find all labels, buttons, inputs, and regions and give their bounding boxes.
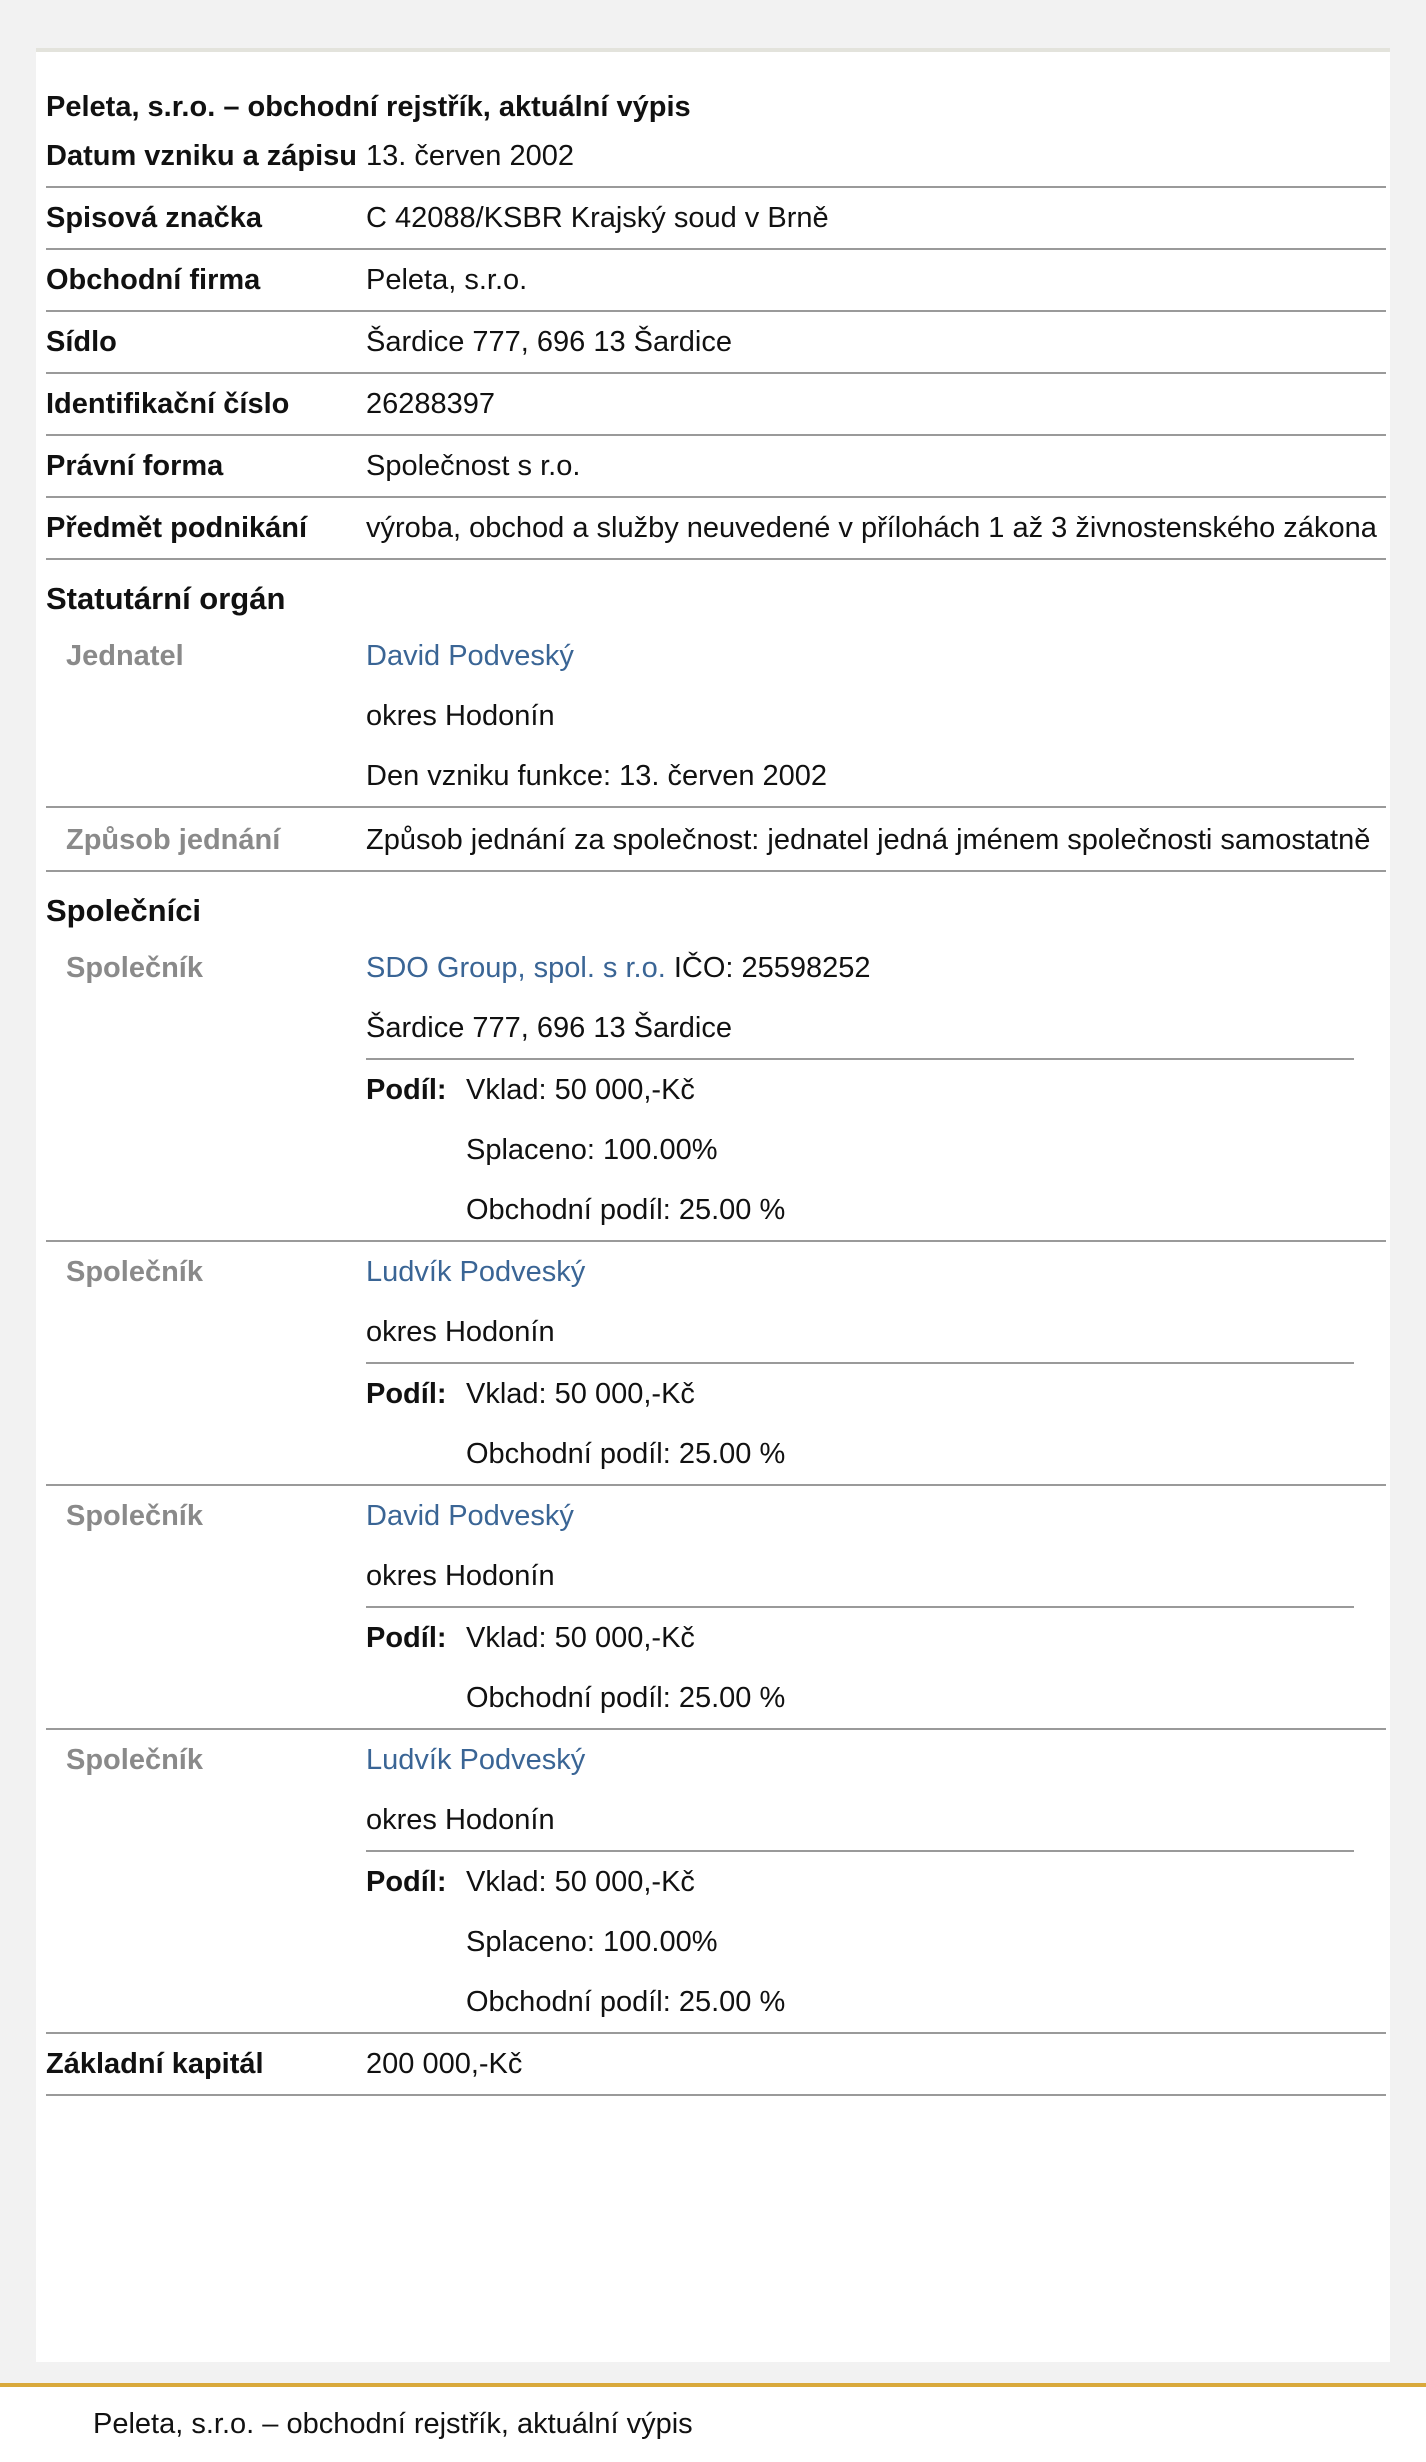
row-value: 200 000,-Kč: [366, 2048, 523, 2080]
partner-item: [46, 1486, 1386, 1730]
partner-address: okres Hodonín: [366, 1804, 555, 1836]
partner-label: Společník: [66, 1744, 203, 1776]
share-deposit: Vklad: 50 000,-Kč: [466, 1074, 695, 1106]
partner-name-link[interactable]: David Podveský: [366, 1500, 574, 1532]
row-file-number: [46, 188, 1386, 250]
register-extract-content: [46, 52, 1386, 2096]
jednatel-since: Den vzniku funkce: 13. červen 2002: [366, 760, 828, 792]
share-label: Podíl:: [366, 1378, 447, 1410]
partner-share: [366, 1850, 1354, 2032]
row-id-number: [46, 374, 1386, 436]
jednatel-label: Jednatel: [66, 640, 184, 672]
share-paid: Splaceno: 100.00%: [466, 1134, 718, 1166]
partner-share: [366, 1606, 1354, 1728]
row-value: 26288397: [366, 388, 496, 420]
row-label: Právní forma: [46, 450, 224, 482]
row-label: Předmět podnikání: [46, 512, 308, 544]
partner-item: [46, 1242, 1386, 1486]
partner-share: [366, 1058, 1354, 1240]
statutory-jednatel: [46, 626, 1386, 808]
partner-name-link[interactable]: Ludvík Podveský: [366, 1744, 586, 1776]
footer-bar: [0, 2383, 1426, 2462]
share-percentage: Obchodní podíl: 25.00 %: [466, 1986, 786, 2018]
row-label: Spisová značka: [46, 202, 262, 234]
partner-address: okres Hodonín: [366, 1316, 555, 1348]
statutory-method: [46, 808, 1386, 872]
row-label: Obchodní firma: [46, 264, 261, 296]
partner-share: [366, 1362, 1354, 1484]
share-label: Podíl:: [366, 1622, 447, 1654]
partner-item: [46, 1730, 1386, 2034]
row-founding-date: [46, 126, 1386, 188]
partner-label: Společník: [66, 1500, 203, 1532]
page-title: Peleta, s.r.o. – obchodní rejstřík, aktuální výpis: [46, 91, 691, 123]
share-deposit: Vklad: 50 000,-Kč: [466, 1622, 695, 1654]
partner-address: Šardice 777, 696 13 Šardice: [366, 1012, 732, 1044]
row-label: Datum vzniku a zápisu: [46, 140, 358, 172]
row-label: Sídlo: [46, 326, 117, 358]
jednatel-name-link[interactable]: David Podveský: [366, 640, 574, 672]
statutory-heading: Statutární orgán: [46, 581, 286, 616]
share-label: Podíl:: [366, 1866, 447, 1898]
row-value: výroba, obchod a služby neuvedené v přílohách 1 až 3 živnostenského zákona: [366, 512, 1377, 544]
footer-title: Peleta, s.r.o. – obchodní rejstřík, aktuální výpis: [93, 2408, 693, 2440]
row-value: C 42088/KSBR Krajský soud v Brně: [366, 202, 829, 234]
share-label: Podíl:: [366, 1074, 447, 1106]
share-percentage: Obchodní podíl: 25.00 %: [466, 1194, 786, 1226]
row-value: 13. červen 2002: [366, 140, 574, 172]
partner-label: Společník: [66, 952, 203, 984]
share-paid: Splaceno: 100.00%: [466, 1926, 718, 1958]
row-business-activity: [46, 498, 1386, 560]
partner-name-link[interactable]: Ludvík Podveský: [366, 1256, 586, 1288]
share-percentage: Obchodní podíl: 25.00 %: [466, 1682, 786, 1714]
partner-label: Společník: [66, 1256, 203, 1288]
row-registered-capital: [46, 2034, 1386, 2096]
row-label: Identifikační číslo: [46, 388, 290, 420]
row-label: Základní kapitál: [46, 2048, 264, 2080]
partner-item: [46, 938, 1386, 1242]
share-deposit: Vklad: 50 000,-Kč: [466, 1378, 695, 1410]
partner-ico: IČO: 25598252: [673, 952, 871, 984]
row-value: Společnost s r.o.: [366, 450, 581, 482]
row-business-name: [46, 250, 1386, 312]
share-percentage: Obchodní podíl: 25.00 %: [466, 1438, 786, 1470]
row-value: Šardice 777, 696 13 Šardice: [366, 326, 732, 358]
row-legal-form: [46, 436, 1386, 498]
row-seat: [46, 312, 1386, 374]
method-value: Způsob jednání za společnost: jednatel jedná jménem společnosti samostatně: [366, 824, 1371, 856]
partner-address: okres Hodonín: [366, 1560, 555, 1592]
register-extract-page: [36, 48, 1390, 2362]
partner-name-link[interactable]: SDO Group, spol. s r.o.: [366, 952, 666, 984]
method-label: Způsob jednání: [66, 824, 281, 856]
share-deposit: Vklad: 50 000,-Kč: [466, 1866, 695, 1898]
jednatel-district: okres Hodonín: [366, 700, 555, 732]
row-value: Peleta, s.r.o.: [366, 264, 528, 296]
partners-heading: Společníci: [46, 893, 202, 928]
